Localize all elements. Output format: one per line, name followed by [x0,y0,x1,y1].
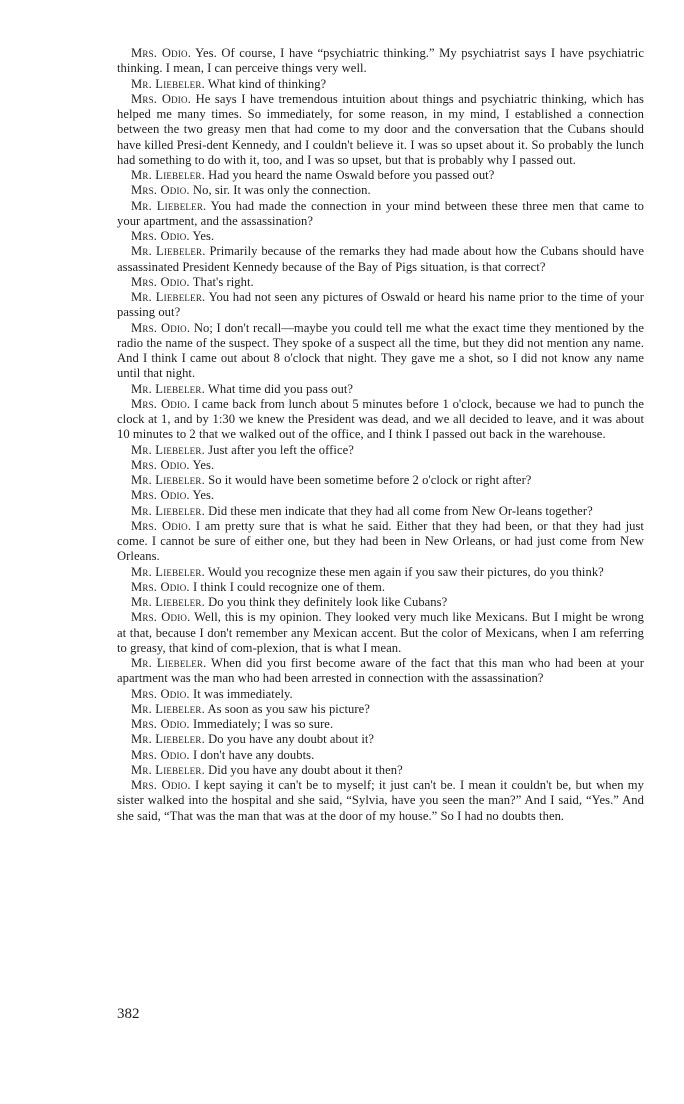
utterance-text: Do you think they definitely look like Cubans? [208,595,448,609]
testimony-paragraph [117,199,644,230]
utterance-text: You had not seen any pictures of Oswald or heard his name prior to the time of your passing out? [117,290,644,320]
utterance-text: Yes. Of course, I have “psychiatric thinking.” My psychiatrist says I have psychiatric thinking. I mean, I can perceive things very well. [117,46,644,76]
testimony-paragraph [117,580,644,595]
page-number: 382 [117,1006,140,1022]
utterance-text: No, sir. It was only the connection. [192,183,371,198]
utterance-text: Yes. [192,457,215,472]
testimony-paragraph [117,229,644,244]
speaker-name: Mr. Liebeler. [131,564,205,579]
speaker-name: Mr. Liebeler. [131,503,205,518]
utterance-text: I don't have any doubts. [192,747,315,762]
utterance-text: Would you recognize these men again if you saw their pictures, do you think? [207,564,604,579]
speaker-name: Mrs. Odio. [131,579,190,594]
utterance-text: What time did you pass out? [207,381,354,396]
speaker-name: Mrs. Odio. [131,320,191,335]
speaker-name: Mr. Liebeler. [131,244,206,259]
utterance-text: He says I have tremendous intuition about things and psychiatric thinking, which has helped me many times. So immediately, for some reason, in my mind, I established a connection between the two greasy men that had come to my door and the conversation that the Cubans should have killed Presi-dent Kennedy, and I couldn't believe it. I was so upset about it. So probably the lunch had something to do with it, too, and I was so upset, but that is probably why I passed out. [117,91,644,167]
speaker-name: Mr. Liebeler. [131,473,205,487]
utterance-text: You had made the connection in your mind between these three men that came to your apartment, and the assassination? [117,198,644,228]
speaker-name: Mr. Liebeler. [131,595,205,609]
utterance-text: Immediately; I was so sure. [192,717,334,731]
testimony-paragraph [117,183,644,198]
speaker-name: Mrs. Odio. [131,91,192,106]
speaker-name: Mrs. Odio. [131,457,190,472]
testimony-paragraph [117,687,644,702]
testimony-paragraph [117,748,644,763]
utterance-text: When did you first become aware of the fact that this man who had been at your apartment was the man who had been arrested in connection with the assassination? [117,656,644,686]
utterance-text: No; I don't recall—maybe you could tell me what the exact time they mentioned by the radio the name of the suspect. They spoke of a suspect all the time, but they did not mention any name. And I think I came out about 8 o'clock that night. They gave me a shot, so I did not know any name until that night. [117,320,644,381]
utterance-text: Yes. [192,229,215,243]
speaker-name: Mr. Liebeler. [131,76,205,91]
utterance-text: Primarily because of the remarks they had made about how the Cubans should have assassinated President Kennedy because of the Bay of Pigs situation, is that correct? [117,244,645,274]
testimony-paragraph [117,321,644,382]
utterance-text: I think I could recognize one of them. [192,579,386,594]
testimony-paragraph [117,458,644,473]
speaker-name: Mr. Liebeler. [131,732,205,747]
utterance-text: I am pretty sure that is what he said. Either that they had been, or that they had just come. I cannot be sure of either one, but they had been in New Orleans, or had just come from New Orleans. [117,518,644,564]
utterance-text: Just after you left the office? [208,442,354,457]
speaker-name: Mr. Liebeler. [131,701,205,716]
utterance-text: Did you have any doubt about it then? [208,762,403,777]
utterance-text: Had you heard the name Oswald before you passed out? [208,168,495,182]
testimony-paragraph [117,488,644,503]
utterance-text: So it would have been sometime before 2 o'clock or right after? [208,473,532,487]
testimony-paragraph [117,717,644,732]
testimony-paragraph [117,595,644,610]
speaker-name: Mrs. Odio. [131,274,190,289]
utterance-text: I came back from lunch about 5 minutes before 1 o'clock, because we had to punch the clock at 1, and by 1:30 we knew the President was dead, and we all decided to leave, and it was about 10 minutes to 2 that we walked out of the office, and I think I passed out back in the warehouse. [117,396,644,442]
testimony-paragraph [117,46,644,77]
speaker-name: Mr. Liebeler. [131,762,205,777]
speaker-name: Mr. Liebeler. [131,656,207,670]
speaker-name: Mrs. Odio. [131,183,190,198]
testimony-paragraph [117,92,644,168]
testimony-paragraph [117,382,644,397]
testimony-paragraph [117,732,644,747]
testimony-paragraph [117,763,644,778]
testimony-paragraph [117,778,644,824]
testimony-paragraph [117,519,644,565]
testimony-paragraph [117,565,644,580]
speaker-name: Mr. Liebeler. [131,290,206,304]
testimony-paragraph [117,610,644,656]
speaker-name: Mrs. Odio. [131,686,190,701]
speaker-name: Mrs. Odio. [131,518,192,533]
utterance-text: Do you have any doubt about it? [208,732,375,747]
utterance-text: Yes. [192,488,215,503]
speaker-name: Mr. Liebeler. [131,198,207,213]
testimony-paragraph [117,275,644,290]
utterance-text: That's right. [192,274,254,289]
testimony-text [117,46,644,824]
speaker-name: Mrs. Odio. [131,396,191,411]
testimony-paragraph [117,244,644,275]
speaker-name: Mr. Liebeler. [131,168,205,182]
utterance-text: As soon as you saw his picture? [207,701,370,716]
speaker-name: Mrs. Odio. [131,229,190,243]
utterance-text: Did these men indicate that they had all come from New Or-leans together? [208,503,593,518]
testimony-paragraph [117,473,644,488]
testimony-paragraph [117,397,644,443]
speaker-name: Mrs. Odio. [131,610,191,625]
utterance-text: It was immediately. [192,686,293,701]
speaker-name: Mr. Liebeler. [131,381,205,396]
utterance-text: Well, this is my opinion. They looked very much like Mexicans. But I might be wrong at that, because I don't remember any Mexican accent. But the color of Mexicans, when I am referring to greasy, that kind of com-plexion, that is what I mean. [117,610,644,655]
speaker-name: Mrs. Odio. [131,488,190,503]
testimony-paragraph [117,77,644,92]
utterance-text: I kept saying it can't be to myself; it just can't be. I mean it couldn't be, but when my sister walked into the hospital and she said, “Sylvia, have you seen the man?” And I said, “Yes.” And she said, “That was the man that was at the door of my house.” So I had no doubts then. [117,778,645,823]
speaker-name: Mrs. Odio. [131,747,190,762]
speaker-name: Mrs. Odio. [131,46,192,60]
testimony-paragraph [117,168,644,183]
speaker-name: Mrs. Odio. [131,717,190,731]
speaker-name: Mrs. Odio. [131,778,191,792]
testimony-paragraph [117,504,644,519]
testimony-paragraph [117,290,644,321]
testimony-paragraph [117,702,644,717]
testimony-paragraph [117,656,644,687]
testimony-paragraph [117,443,644,458]
speaker-name: Mr. Liebeler. [131,442,205,457]
utterance-text: What kind of thinking? [207,76,327,91]
